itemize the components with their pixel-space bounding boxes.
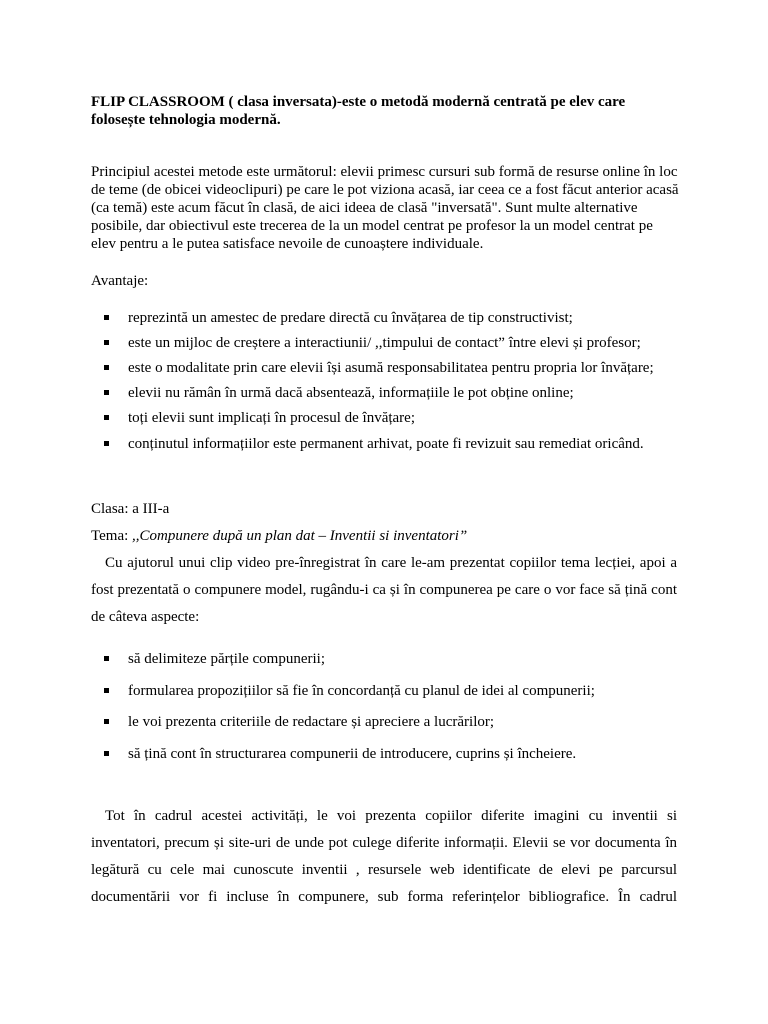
bullet-square-icon	[104, 441, 109, 446]
bullet-square-icon	[104, 390, 109, 395]
final-paragraph-line: legătură cu cele mai cunoscute inventii , resursele web identificate de elevi pe parcursul	[91, 862, 677, 878]
bullet-square-icon	[104, 315, 109, 320]
bullet-square-icon	[104, 719, 109, 724]
theme-line	[91, 527, 467, 545]
final-paragraph-line: Tot în cadrul acestei activități, le voi prezenta copiilor diferite imagini cu inventii si	[105, 808, 677, 824]
bullet-square-icon	[104, 365, 109, 370]
final-paragraph-line: inventatori, precum și site-uri de unde pot culege diferite informații. Elevii se vor documenta în	[91, 835, 677, 851]
advantages-heading: Avantaje:	[91, 273, 149, 289]
principle-paragraph: Principiul acestei metode este următorul: elevii primesc cursuri sub formă de resurse online în loc de teme (de obicei videoclipuri) pe care le pot viziona acasă, iar ceea ce a fost făcut anterior acasă (ca temă) este acum făcut în clasă, de aici ideea de clasă "inversată". Sunt multe alternative posibile, dar obiectivul este trecerea de la un model centrat pe profesor la un model centrat pe elev pentru a le putea satisface nevoile de cunoaștere individuale.	[91, 164, 679, 252]
bullet-square-icon	[104, 340, 109, 345]
bullet-square-icon	[104, 415, 109, 420]
bullet-square-icon	[104, 688, 109, 693]
class-line: Clasa: a III-a	[91, 501, 170, 517]
final-paragraph-line: documentării vor fi incluse în compunere, sub forma referințelor bibliografice. În cadrul	[91, 889, 677, 905]
document-page: FLIP CLASSROOM ( clasa inversata)-este o metodă modernă centrată pe elev care folosește tehnologia modernă. Principiul acestei metode este următorul: elevii primesc cursuri sub formă de resurse online în loc de teme (de obicei videoclipuri) pe care le pot viziona acasă, iar ceea ce a fost făcut anterior acasă (ca temă) este acum făcut în clasă, de aici ideea de clasă "inversată". Sunt multe alternative posibile, dar obiectivul este trecerea de la un model centrat pe profesor la un model centrat pe elev pentru a le putea satisface nevoile de cunoaștere individuale. Avantaje: reprezintă un amestec de predare directă cu învățarea de tip constructivist; este un mijloc de creștere a interactiunii/ ,,timpului de contact” între elevi și profesor; este o modalitate prin care elevii își asumă responsabilitatea pentru propria lor învățare; elevii nu rămân în urmă dacă absentează, informațiile le pot obține online; toți elevii sunt implicați în procesul de învățare; conținutul informațiilor este permanent arhivat, poate fi revizuit sau remediat oricând. Clasa: a III-a Tema: ,,Compunere după un plan dat – Inventii si inventatori” Cu ajutorul unui clip video pre-înregistrat în care le-am prezentat copiilor tema lecției, apoi a fost prezentată o compunere model, rugându-i ca și în compunerea pe care o vor face să țină cont de câteva aspecte: să delimiteze părțile compunerii; formularea propozițiilor să fie în concordanță cu planul de idei al compunerii; le voi prezenta criteriile de redactare și apreciere a lucrărilor; să țină cont în structurarea compunerii de introducere, cuprins și încheiere. Tot în cadrul acestei activități, le voi prezenta copiilor diferite imagini cu inventii si inventatori, precum și site-uri de unde pot culege diferite informații. Elevii se vor documenta în legătură cu cele mai cunoscute inventii , resursele web identificate de elevi pe parcursul documentării vor fi incluse în compunere, sub forma referințelor bibliografice. În cadrul	[0, 0, 768, 1024]
theme-label: Tema:	[91, 528, 133, 544]
video-paragraph-line: de câteva aspecte:	[91, 609, 200, 625]
bullet-square-icon	[104, 751, 109, 756]
document-title: FLIP CLASSROOM ( clasa inversata)-este o metodă modernă centrată pe elev care folosește tehnologia modernă.	[91, 94, 626, 128]
theme-value: ,,Compunere după un plan dat – Inventii si inventatori”	[132, 528, 468, 544]
bullet-square-icon	[104, 656, 109, 661]
video-paragraph-line: fost prezentată o compunere model, rugându-i ca și în compunerea pe care o vor face să țină cont	[91, 582, 677, 598]
video-paragraph-line: Cu ajutorul unui clip video pre-înregistrat în care le-am prezentat copiilor tema lecției, apoi a	[105, 555, 677, 571]
